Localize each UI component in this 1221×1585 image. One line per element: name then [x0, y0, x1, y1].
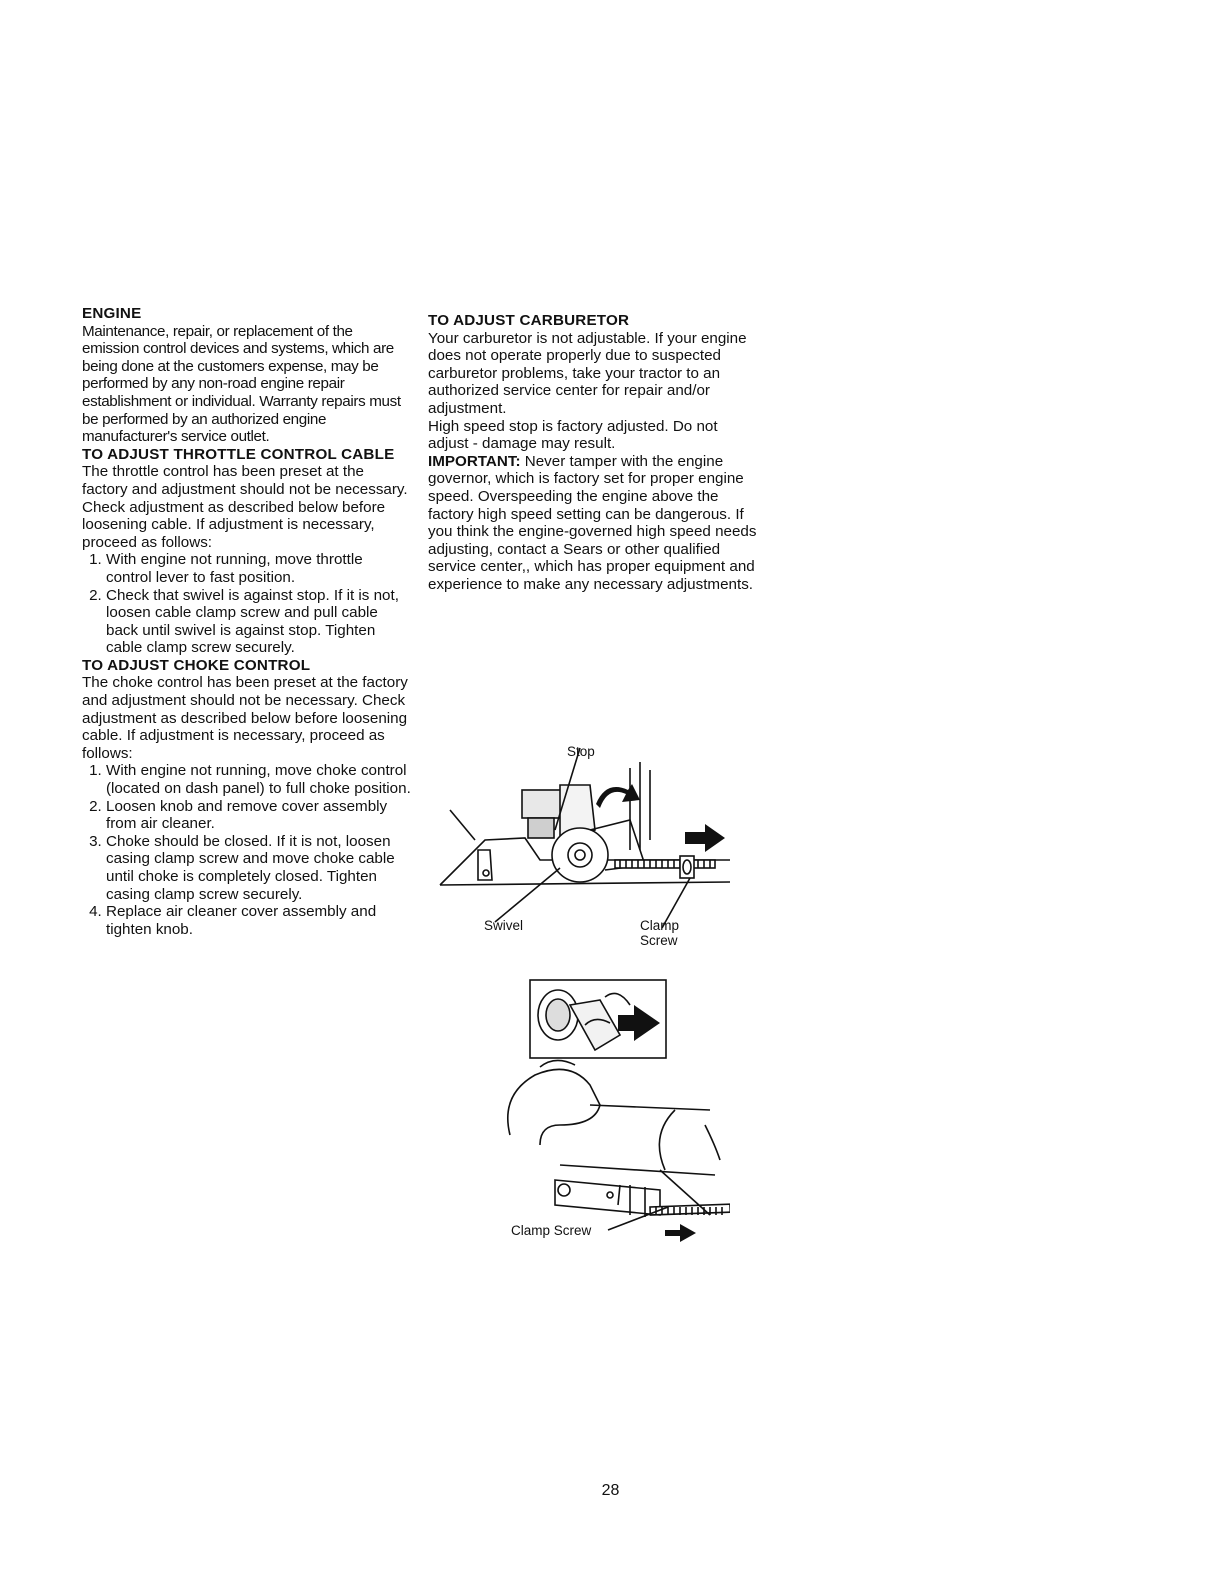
throttle-linkage-illustration — [430, 690, 730, 960]
clamp-label: Clamp — [640, 918, 680, 933]
carburetor-body-2: High speed stop is factory adjusted. Do not adjust - damage may result. — [428, 417, 718, 453]
carburetor-heading: TO ADJUST CARBURETOR — [428, 312, 630, 329]
choke-illustration — [500, 975, 730, 1245]
right-column — [428, 312, 758, 594]
list-item: 1. With engine not running, move throttle control lever to fast position. — [106, 551, 412, 586]
choke-steps — [82, 762, 412, 938]
engine-heading: ENGINE — [82, 305, 142, 322]
rotate-arrow-icon — [596, 784, 640, 808]
right-arrow-icon — [665, 1224, 696, 1242]
important-paragraph — [428, 453, 758, 594]
throttle-steps — [82, 551, 412, 657]
choke-figure — [500, 975, 730, 1245]
list-item: 2. Check that swivel is against stop. If it is not, loosen cable clamp screw and pull cable back until swivel is against stop. Tighten cable clamp screw securely. — [106, 587, 412, 657]
list-item: 4. Replace air cleaner cover assembly and tighten knob. — [106, 903, 412, 938]
page-number: 28 — [601, 1482, 620, 1499]
choke-heading: TO ADJUST CHOKE CONTROL — [82, 656, 311, 674]
carburetor-body-1: Your carburetor is not adjustable. If your engine does not operate properly due to suspected carburetor problems, take your tractor to an authorized service center for repair and/or adjustment. — [428, 329, 747, 417]
engine-body: Maintenance, repair, or replacement of the emission control devices and systems, which are being done at the customers expense, may be performed by any non-road engine repair establishment or individual. Warranty repairs must be performed by an authorized engine manufacturer's service outlet. — [82, 322, 401, 446]
left-column — [82, 305, 412, 938]
swivel-label: Swivel — [484, 918, 524, 933]
list-item: 2. Loosen knob and remove cover assembly from air cleaner. — [106, 798, 412, 833]
choke-body: The choke control has been preset at the factory and adjustment should not be necessary. Check adjustment as described below before loosening cable. If adjustment is necessary, proceed as follows: — [82, 674, 408, 762]
stop-label: Stop — [567, 744, 595, 759]
list-item: 1. With engine not running, move choke control (located on dash panel) to full choke position. — [106, 762, 412, 797]
throttle-linkage-figure — [430, 690, 730, 960]
throttle-heading: TO ADJUST THROTTLE CONTROL CABLE — [82, 445, 395, 463]
right-arrow-icon — [685, 824, 725, 852]
important-label: IMPORTANT: — [428, 452, 521, 470]
throttle-body: The throttle control has been preset at the factory and adjustment should not be necessary. Check adjustment as described below before loosening cable. If adjustment is necessary, proceed as follows: — [82, 463, 408, 551]
important-text: Never tamper with the engine governor, which is factory set for proper engine speed. Overspeeding the engine above the factory high speed setting can be dangerous. If you think the engine-governed high speed needs adjusting, contact a Sears or other qualified service center,, which has proper equipment and experience to make any necessary adjustments. — [428, 452, 757, 593]
clamp-screw-label: Clamp Screw — [511, 1223, 592, 1238]
list-item: 3. Choke should be closed. If it is not, loosen casing clamp screw and move choke cable until choke is completely closed. Tighten casing clamp screw securely. — [106, 833, 412, 903]
screw-label: Screw — [640, 933, 678, 948]
